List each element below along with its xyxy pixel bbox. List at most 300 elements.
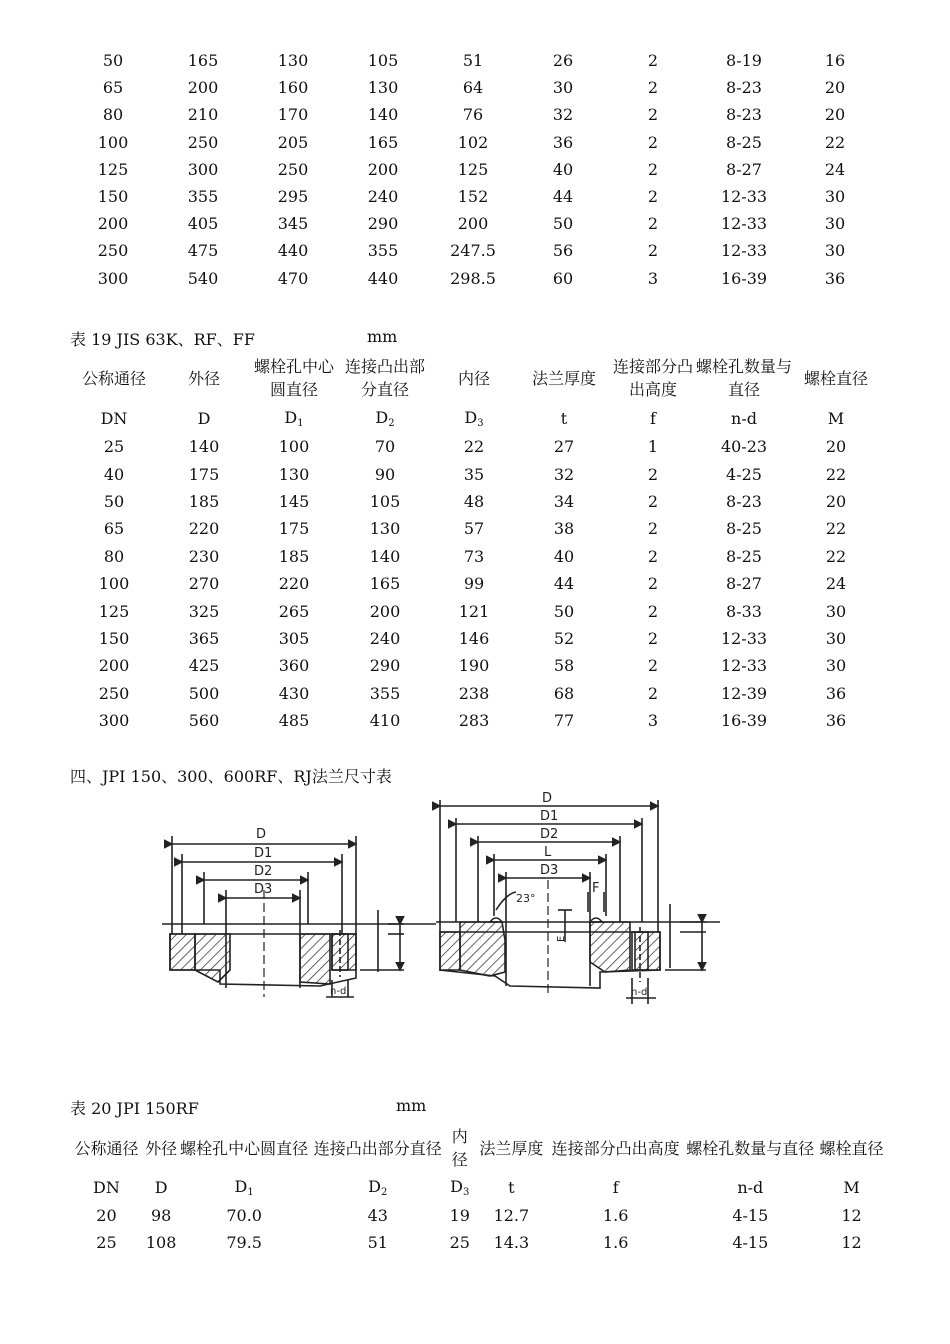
table-cell: 30 [824, 241, 846, 261]
column-header: 螺栓孔数量与直径 [696, 357, 792, 399]
table-cell: 2 [647, 601, 659, 621]
table-cell: 165 [369, 574, 401, 594]
table-cell: 200 [187, 78, 219, 98]
symbol-base: f [650, 408, 656, 428]
table-row [68, 265, 880, 292]
table-cell: 16-39 [720, 711, 768, 731]
table-cell: 250 [277, 159, 309, 179]
table-cell: 2 [647, 241, 659, 261]
table-row [68, 707, 880, 734]
table-cell: 290 [367, 214, 399, 234]
table-cell: 290 [369, 656, 401, 676]
table-cell: 12-33 [720, 628, 768, 648]
table-cell: 130 [367, 78, 399, 98]
table-cell: 130 [278, 464, 310, 484]
column-header: 外径 [145, 1138, 178, 1158]
table-cell: 76 [462, 105, 484, 125]
table-cell: 8-25 [726, 519, 762, 539]
symbol-base: f [612, 1178, 619, 1197]
column-header: 螺栓孔中心圆直径 [253, 357, 334, 399]
table-cell: 200 [98, 656, 130, 676]
symbol-base: D [450, 1177, 463, 1196]
table-cell: 100 [97, 132, 129, 152]
symbol-subscript: 2 [380, 1187, 388, 1198]
table-cell: 8-19 [726, 51, 762, 71]
table-cell: 70 [374, 437, 396, 457]
table-cell: 44 [553, 574, 575, 594]
table-cell: 440 [277, 241, 309, 261]
table-cell: 2 [647, 683, 659, 703]
table-cell: 250 [187, 132, 219, 152]
table-row [68, 210, 880, 237]
table-row [68, 237, 880, 264]
table-cell: 8-25 [726, 132, 762, 152]
symbol-subscript: 3 [477, 417, 484, 429]
table-cell: 190 [458, 656, 490, 676]
table-cell: 2 [647, 519, 659, 539]
column-header: 外径 [187, 368, 220, 388]
table-cell: 185 [278, 546, 310, 566]
table-cell: 32 [552, 105, 574, 125]
symbol-cell [248, 403, 340, 433]
table-cell: 405 [187, 214, 219, 234]
table-cell: 325 [188, 601, 220, 621]
table-cell: 2 [647, 574, 659, 594]
table-cell: 44 [552, 187, 574, 207]
table-cell: 35 [463, 464, 485, 484]
symbol-subscript: 2 [388, 417, 395, 429]
table-cell: 440 [367, 268, 399, 288]
table-cell: 175 [278, 519, 310, 539]
table-cell: 12.7 [493, 1206, 530, 1225]
left-dim-d2: D2 [254, 864, 273, 879]
right-dim-angle: 23° [516, 892, 536, 905]
table-cell: 24 [824, 159, 846, 179]
table-cell: 265 [278, 601, 310, 621]
table-cell: 475 [187, 241, 219, 261]
table19-title: 表 19 JIS 63K、RF、FF [70, 330, 255, 349]
table-row [68, 1202, 886, 1229]
column-header: 连接部分凸出高度 [612, 357, 693, 399]
table-cell: 50 [552, 214, 574, 234]
left-dim-d1: D1 [254, 846, 273, 861]
table-cell: 130 [369, 519, 401, 539]
table19-body [68, 353, 880, 734]
table-cell: 50 [102, 51, 124, 71]
table-cell: 3 [647, 268, 659, 288]
table-cell: 12 [841, 1206, 862, 1225]
table-row [68, 515, 880, 542]
table-cell: 430 [278, 683, 310, 703]
table-cell: 355 [187, 187, 219, 207]
table-cell: 140 [188, 437, 220, 457]
table-cell: 4-15 [732, 1233, 769, 1252]
table-cell: 25 [96, 1233, 117, 1252]
table-cell: 25 [449, 1233, 470, 1252]
symbol-base: D [375, 407, 389, 427]
table-cell: 2 [647, 546, 659, 566]
table-row [68, 570, 880, 597]
table19-unit: mm [367, 327, 398, 346]
right-dim-nd: n-d [631, 987, 648, 998]
table-cell: 125 [97, 159, 129, 179]
table-cell: 30 [824, 214, 846, 234]
table-cell: 65 [103, 519, 125, 539]
table-cell: 36 [824, 268, 846, 288]
symbol-cell [696, 403, 792, 433]
table-cell: 220 [278, 574, 310, 594]
symbol-base: D [284, 407, 298, 427]
table-cell: 365 [188, 628, 220, 648]
column-header: 螺栓直径 [819, 1138, 884, 1158]
column-header: 法兰厚度 [531, 368, 596, 388]
table-cell: 152 [457, 187, 489, 207]
table-cell: 270 [188, 574, 220, 594]
table-cell: 43 [367, 1206, 388, 1225]
table-cell: 470 [277, 268, 309, 288]
table19 [68, 353, 880, 734]
table-cell: 64 [462, 78, 484, 98]
table-cell: 2 [647, 105, 659, 125]
table-cell: 48 [463, 491, 485, 511]
table-row [68, 433, 880, 460]
table-cell: 298.5 [450, 268, 496, 288]
symbol-cell [518, 403, 610, 433]
right-dim-e: E [556, 935, 567, 942]
table-cell: 38 [553, 519, 575, 539]
table-cell: 283 [458, 711, 490, 731]
table20-unit: mm [396, 1096, 427, 1115]
header-row [68, 353, 880, 403]
right-dim-d: D [542, 792, 553, 806]
table-cell: 22 [825, 464, 847, 484]
table-cell: 160 [277, 78, 309, 98]
table-cell: 108 [145, 1233, 177, 1252]
table-cell: 8-23 [726, 491, 762, 511]
table-cell: 73 [463, 546, 485, 566]
table-cell: 20 [825, 491, 847, 511]
flange-drawing-svg [160, 792, 720, 1034]
table-cell: 52 [553, 628, 575, 648]
table-row [68, 488, 880, 515]
left-dim-nd: n-d [330, 986, 347, 997]
table-cell: 345 [277, 214, 309, 234]
table-cell: 20 [825, 437, 847, 457]
table-cell: 165 [187, 51, 219, 71]
table-cell: 121 [458, 601, 490, 621]
table-cell: 90 [374, 464, 396, 484]
table-cell: 150 [97, 187, 129, 207]
table-cell: 185 [188, 491, 220, 511]
table-cell: 12-33 [720, 656, 768, 676]
right-dim-f: F [592, 881, 600, 896]
symbol-subscript: 1 [297, 417, 304, 429]
symbol-cell [160, 403, 248, 433]
table-cell: 16-39 [720, 268, 768, 288]
table-cell: 8-27 [726, 574, 762, 594]
table-cell: 500 [188, 683, 220, 703]
symbol-base: D [197, 408, 211, 428]
symbol-base: D [368, 1177, 381, 1196]
column-header: 内径 [451, 1127, 468, 1169]
table-cell: 560 [188, 711, 220, 731]
table-cell: 8-27 [726, 159, 762, 179]
column-header: 连接凸出部分直径 [313, 1138, 442, 1158]
table20-body [68, 1123, 886, 1256]
table-cell: 2 [647, 51, 659, 71]
right-flange-drawing [436, 800, 720, 1004]
table-cell: 8-33 [726, 601, 762, 621]
table-cell: 540 [187, 268, 219, 288]
column-header: 螺栓孔中心圆直径 [180, 1138, 309, 1158]
table-cell: 30 [825, 656, 847, 676]
table-row [68, 101, 880, 128]
right-dim-d2: D2 [540, 827, 559, 842]
column-header: 公称通径 [74, 1138, 139, 1158]
table-cell: 300 [98, 711, 130, 731]
table-cell: 355 [367, 241, 399, 261]
table-row [68, 625, 880, 652]
symbol-cell [68, 403, 160, 433]
table-cell: 238 [458, 683, 490, 703]
table-cell: 12-33 [720, 187, 768, 207]
table-cell: 170 [277, 105, 309, 125]
table-cell: 4-15 [732, 1206, 769, 1225]
table-cell: 40-23 [720, 437, 768, 457]
table-cell: 105 [367, 51, 399, 71]
table-cell: 12-33 [720, 241, 768, 261]
table-cell: 2 [647, 214, 659, 234]
table-cell: 200 [367, 159, 399, 179]
table-cell: 425 [188, 656, 220, 676]
table-cell: 80 [103, 546, 125, 566]
table-cell: 40 [552, 159, 574, 179]
table-cell: 200 [457, 214, 489, 234]
table-row [68, 74, 880, 101]
table-cell: 220 [188, 519, 220, 539]
table-cell: 140 [369, 546, 401, 566]
table-cell: 36 [825, 711, 847, 731]
table-cell: 80 [102, 105, 124, 125]
table-cell: 100 [278, 437, 310, 457]
table-cell: 32 [553, 464, 575, 484]
symbol-cell [610, 403, 696, 433]
symbol-cell [68, 1173, 145, 1202]
left-flange-drawing [162, 836, 436, 997]
symbol-subscript: 1 [247, 1187, 254, 1198]
table-cell: 230 [188, 546, 220, 566]
table-row [68, 1229, 886, 1256]
symbol-cell [445, 1173, 475, 1202]
table-cell: 40 [103, 464, 125, 484]
table-cell: 250 [98, 683, 130, 703]
table-cell: 3 [647, 711, 659, 731]
table-row [68, 460, 880, 487]
right-dim-d3: D3 [540, 863, 559, 878]
table-cell: 1.6 [602, 1206, 629, 1225]
symbol-base: n-d [737, 1178, 764, 1197]
table-cell: 30 [552, 78, 574, 98]
symbol-subscript: 3 [462, 1187, 470, 1198]
table-row [68, 597, 880, 624]
table-cell: 140 [367, 105, 399, 125]
table-row [68, 156, 880, 183]
symbol-base: D [154, 1178, 168, 1197]
table-cell: 2 [647, 187, 659, 207]
symbol-base: t [508, 1178, 515, 1197]
table-cell: 125 [98, 601, 130, 621]
table-cell: 2 [647, 491, 659, 511]
table-cell: 175 [188, 464, 220, 484]
table-cell: 22 [825, 546, 847, 566]
table-cell: 355 [369, 683, 401, 703]
symbol-cell [792, 403, 880, 433]
symbol-row [68, 403, 880, 433]
table20-title: 表 20 JPI 150RF [70, 1099, 199, 1118]
column-header: 内径 [457, 368, 490, 388]
table-cell: 145 [278, 491, 310, 511]
column-header: 法兰厚度 [479, 1138, 544, 1158]
table-cell: 40 [553, 546, 575, 566]
table-cell: 22 [825, 519, 847, 539]
table-cell: 105 [369, 491, 401, 511]
table-cell: 2 [647, 464, 659, 484]
table-cell: 30 [824, 187, 846, 207]
table-cell: 51 [462, 51, 484, 71]
symbol-cell [430, 403, 518, 433]
left-dim-d3: D3 [254, 882, 273, 897]
table-row [68, 652, 880, 679]
column-header: 螺栓孔数量与直径 [686, 1138, 815, 1158]
table-row [68, 680, 880, 707]
table-cell: 12-33 [720, 214, 768, 234]
table-cell: 200 [97, 214, 129, 234]
left-dim-d: D [256, 827, 267, 842]
table-cell: 25 [103, 437, 125, 457]
table-cell: 146 [458, 628, 490, 648]
table-cell: 305 [278, 628, 310, 648]
table-cell: 50 [553, 601, 575, 621]
table-cell: 4-25 [726, 464, 762, 484]
symbol-base: M [827, 408, 845, 428]
table-cell: 125 [457, 159, 489, 179]
table-cell: 50 [103, 491, 125, 511]
section4-heading: 四、JPI 150、300、600RF、RJ法兰尺寸表 [70, 767, 392, 786]
table-cell: 20 [824, 78, 846, 98]
symbol-base: M [843, 1178, 860, 1197]
symbol-cell [340, 403, 430, 433]
table-cell: 200 [369, 601, 401, 621]
table-cell: 20 [96, 1206, 117, 1225]
table-cell: 2 [647, 159, 659, 179]
table-cell: 250 [97, 241, 129, 261]
table-cell: 150 [98, 628, 130, 648]
symbol-row [68, 1173, 886, 1202]
table-cell: 12-39 [720, 683, 768, 703]
table-cell: 2 [647, 656, 659, 676]
table-cell: 22 [463, 437, 485, 457]
table-cell: 8-23 [726, 105, 762, 125]
table-cell: 22 [824, 132, 846, 152]
table-cell: 58 [553, 656, 575, 676]
symbol-cell [683, 1173, 817, 1202]
symbol-cell [817, 1173, 886, 1202]
table-cell: 2 [647, 628, 659, 648]
table-cell: 70.0 [226, 1206, 262, 1225]
symbol-cell [177, 1173, 311, 1202]
table-cell: 2 [647, 78, 659, 98]
table-cell: 100 [98, 574, 130, 594]
table-cell: 36 [825, 683, 847, 703]
symbol-cell [548, 1173, 684, 1202]
table-cell: 14.3 [493, 1233, 530, 1252]
table-cell: 1.6 [602, 1233, 629, 1252]
column-header: 连接凸出部分直径 [344, 357, 425, 399]
table-cell: 20 [824, 105, 846, 125]
table-cell: 16 [824, 51, 846, 71]
column-header: 连接部分凸出高度 [551, 1138, 680, 1158]
table-cell: 240 [367, 187, 399, 207]
table-cell: 79.5 [226, 1233, 262, 1252]
table-cell: 1 [647, 437, 659, 457]
table-cell: 2 [647, 132, 659, 152]
table-cell: 65 [102, 78, 124, 98]
table-row [68, 47, 880, 74]
symbol-base: D [234, 1177, 248, 1196]
table-cell: 56 [552, 241, 574, 261]
table-cell: 295 [277, 187, 309, 207]
column-header: 螺栓直径 [803, 368, 868, 388]
table-row [68, 543, 880, 570]
top-flange-table [68, 47, 880, 292]
right-dim-l: L [544, 845, 552, 860]
symbol-base: n-d [731, 408, 757, 428]
symbol-cell [475, 1173, 548, 1202]
table-row [68, 129, 880, 156]
flange-drawing [160, 792, 720, 1034]
table-cell: 205 [277, 132, 309, 152]
table-cell: 130 [277, 51, 309, 71]
symbol-base: DN [93, 1178, 120, 1197]
table-cell: 27 [553, 437, 575, 457]
table20 [68, 1123, 886, 1256]
table-cell: 26 [552, 51, 574, 71]
table-cell: 99 [463, 574, 485, 594]
table-cell: 210 [187, 105, 219, 125]
table-row [68, 183, 880, 210]
symbol-cell [145, 1173, 177, 1202]
table-cell: 240 [369, 628, 401, 648]
table-cell: 300 [97, 268, 129, 288]
table-cell: 247.5 [450, 241, 496, 261]
table-cell: 24 [825, 574, 847, 594]
top-table-body [68, 47, 880, 292]
table-cell: 485 [278, 711, 310, 731]
table-cell: 12 [841, 1233, 862, 1252]
table-cell: 36 [552, 132, 574, 152]
table-cell: 60 [552, 268, 574, 288]
column-header: 公称通径 [81, 368, 146, 388]
table-cell: 51 [367, 1233, 388, 1252]
table-cell: 410 [369, 711, 401, 731]
table-cell: 360 [278, 656, 310, 676]
table-cell: 8-23 [726, 78, 762, 98]
table-cell: 98 [150, 1206, 172, 1225]
header-row [68, 1123, 886, 1173]
symbol-base: t [560, 408, 568, 428]
table-cell: 8-25 [726, 546, 762, 566]
table-cell: 30 [825, 601, 847, 621]
